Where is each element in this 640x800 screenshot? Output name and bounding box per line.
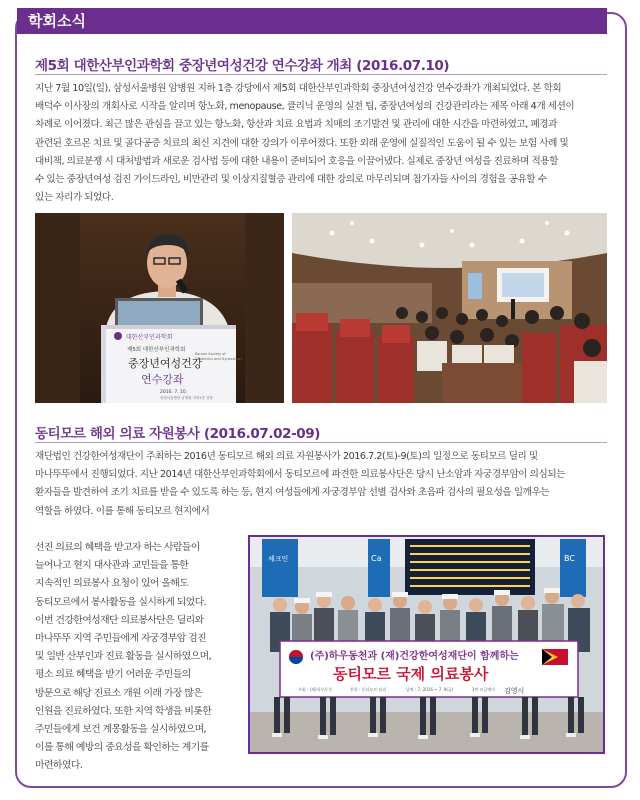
podium-en-1: Korean Society of xyxy=(195,352,226,356)
body-line: 차례로 이어졌다. 최근 많은 관심을 끌고 있는 항노화, 항산과 치료 요법과 치매의 조기발견 및 관리에 대한 시간을 마련하였고, 폐경과 xyxy=(35,119,557,131)
podium-venue: 삼성서울병원 암병원 지하1층 강당 xyxy=(160,396,213,400)
body-line: 늘어나고 현지 대사관과 교민들을 통한 xyxy=(35,560,189,572)
banner-small-1: 주최 : (재)하우동천 xyxy=(298,687,333,692)
article-body-seminar xyxy=(35,80,607,207)
article-body-volunteer-side xyxy=(35,539,238,776)
body-line: 지난 7월 10일(일), 삼성서울병원 암병원 지하 1층 강당에서 제5회 대한산부인과학회 중장년여성건강 연수강좌가 개최되었다. 본 학회 xyxy=(35,83,562,94)
body-line: 주민들에게 보건 계몽활동을 실시하였으며, xyxy=(35,724,207,736)
photo-lecture-hall xyxy=(292,213,607,403)
article-body-volunteer-top xyxy=(35,448,607,521)
podium-date: 2016. 7. 10. xyxy=(160,390,188,395)
body-line: 배덕수 이사장의 개회사로 시작을 알리며 항노화, menopause, 클리닉 운영의 실전 팁, 중장년여성의 건강관리라는 제목 아래 4개 세션이 xyxy=(35,101,575,113)
body-line: 환자들을 발견하여 조기 치료를 받을 수 있도록 하는 등, 현지 여성들에게 자궁경부암 선별 검사와 초음파 검사의 필요성을 일깨우는 xyxy=(35,487,550,499)
body-line: 방문으로 해당 진료소 개원 이래 가장 많은 xyxy=(35,687,203,699)
sign-bc: BC xyxy=(564,554,575,563)
banner-small-2: 후원 : 동티모르 딜리 xyxy=(350,687,387,692)
body-line: 마나뚜뚜에서 진행되었다. 지난 2014년 대한산부인과학회에서 동티모르에 파견한 의료봉사단은 당시 난소암과 자궁경부암이 의심되는 xyxy=(35,469,565,481)
body-line: 있는 자리가 되었다. xyxy=(35,192,114,204)
article-title-volunteer: 동티모르 해외 의료 자원봉사 (2016.07.02-09) xyxy=(35,426,321,442)
body-line: 선진 의료의 혜택을 받고자 하는 사람들이 xyxy=(35,542,200,553)
sign-checkin: 체크인 xyxy=(268,555,289,563)
photo-speaker xyxy=(35,213,284,403)
banner-signature: 김영시 xyxy=(504,687,525,695)
body-line: 및 일반 산부인과 진료 활동을 실시하였으며, xyxy=(35,651,212,663)
body-line: 대비책, 의료분쟁 시 대처방법과 새로운 검사법 등에 대한 내용이 준비되어 호응을 이끌어냈다. 실제로 중장년 여성을 진료하며 적용할 xyxy=(35,155,558,167)
body-line: 인원을 진료하였다. 또한 지역 학생을 비롯한 xyxy=(35,705,212,717)
banner-small-4: 1만 모금액이 xyxy=(472,687,496,692)
title-underline xyxy=(35,442,607,443)
body-line: 수 있는 중장년여성 검진 가이드라인, 비만관리 및 이상지질혈증 관리에 대한 강의로 마무리되며 참가자들 사이의 경험을 공유할 수 xyxy=(35,174,547,186)
podium-en-2: Obstetrics and Gynecology xyxy=(195,357,243,361)
photo-volunteer-group xyxy=(248,535,605,754)
article-title-seminar: 제5회 대한산부인과학회 중장년여성건강 연수강좌 개최 (2016.07.10) xyxy=(35,58,450,74)
body-line: 이를 통해 예방의 중요성을 확인하는 계기를 xyxy=(35,742,209,754)
body-line: 동티모르에서 봉사활동을 실시하게 되었다. xyxy=(35,596,207,608)
podium-edition: 제5회 대한산부인과학회 xyxy=(127,347,186,353)
banner-line-1: (주)하우동천과 (재)건강한여성재단이 함께하는 xyxy=(310,651,519,662)
body-line: 마나뚜뚜 지역 주민들에게 자궁경부암 검진 xyxy=(35,633,207,645)
section-header: 학회소식 xyxy=(17,8,607,34)
banner-line-2: 동티모르 국제 의료봉사 xyxy=(333,665,489,683)
body-line: 재단법인 건강한여성재단이 주최하는 2016년 동티모르 해외 의료 자원봉사가 2016.7.2(토)-9(토)의 일정으로 동티모르 딜리 및 xyxy=(35,451,538,462)
title-underline xyxy=(35,74,607,75)
body-line: 평소 의료 혜택을 받기 어려운 주민들의 xyxy=(35,669,191,681)
podium-society: 대한산부인과학회 xyxy=(126,334,173,341)
podium-title-1: 중장년여성건강 xyxy=(128,357,203,370)
body-line: 마련하였다. xyxy=(35,760,83,772)
body-line: 관련된 호르몬 치료 및 골다공증 치료의 최신 지견에 대한 강의가 이루어졌다. 또한 외래 운영에 실질적인 도움이 될 수 있는 보험 사례 및 xyxy=(35,137,569,149)
banner-small-3: 날짜 : 7. 2016 ~ 7. 9(금) xyxy=(406,687,454,692)
sign-ca: Ca xyxy=(371,554,382,563)
body-line: 역할을 하였다. 이를 통해 동티모르 현지에서 xyxy=(35,505,210,517)
podium-title-2: 연수강좌 xyxy=(141,373,184,386)
body-line: 지속적인 의료봉사 요청이 있어 올해도 xyxy=(35,578,189,590)
body-line: 이번 건강한여성재단 의료봉사단은 딜리와 xyxy=(35,614,204,626)
